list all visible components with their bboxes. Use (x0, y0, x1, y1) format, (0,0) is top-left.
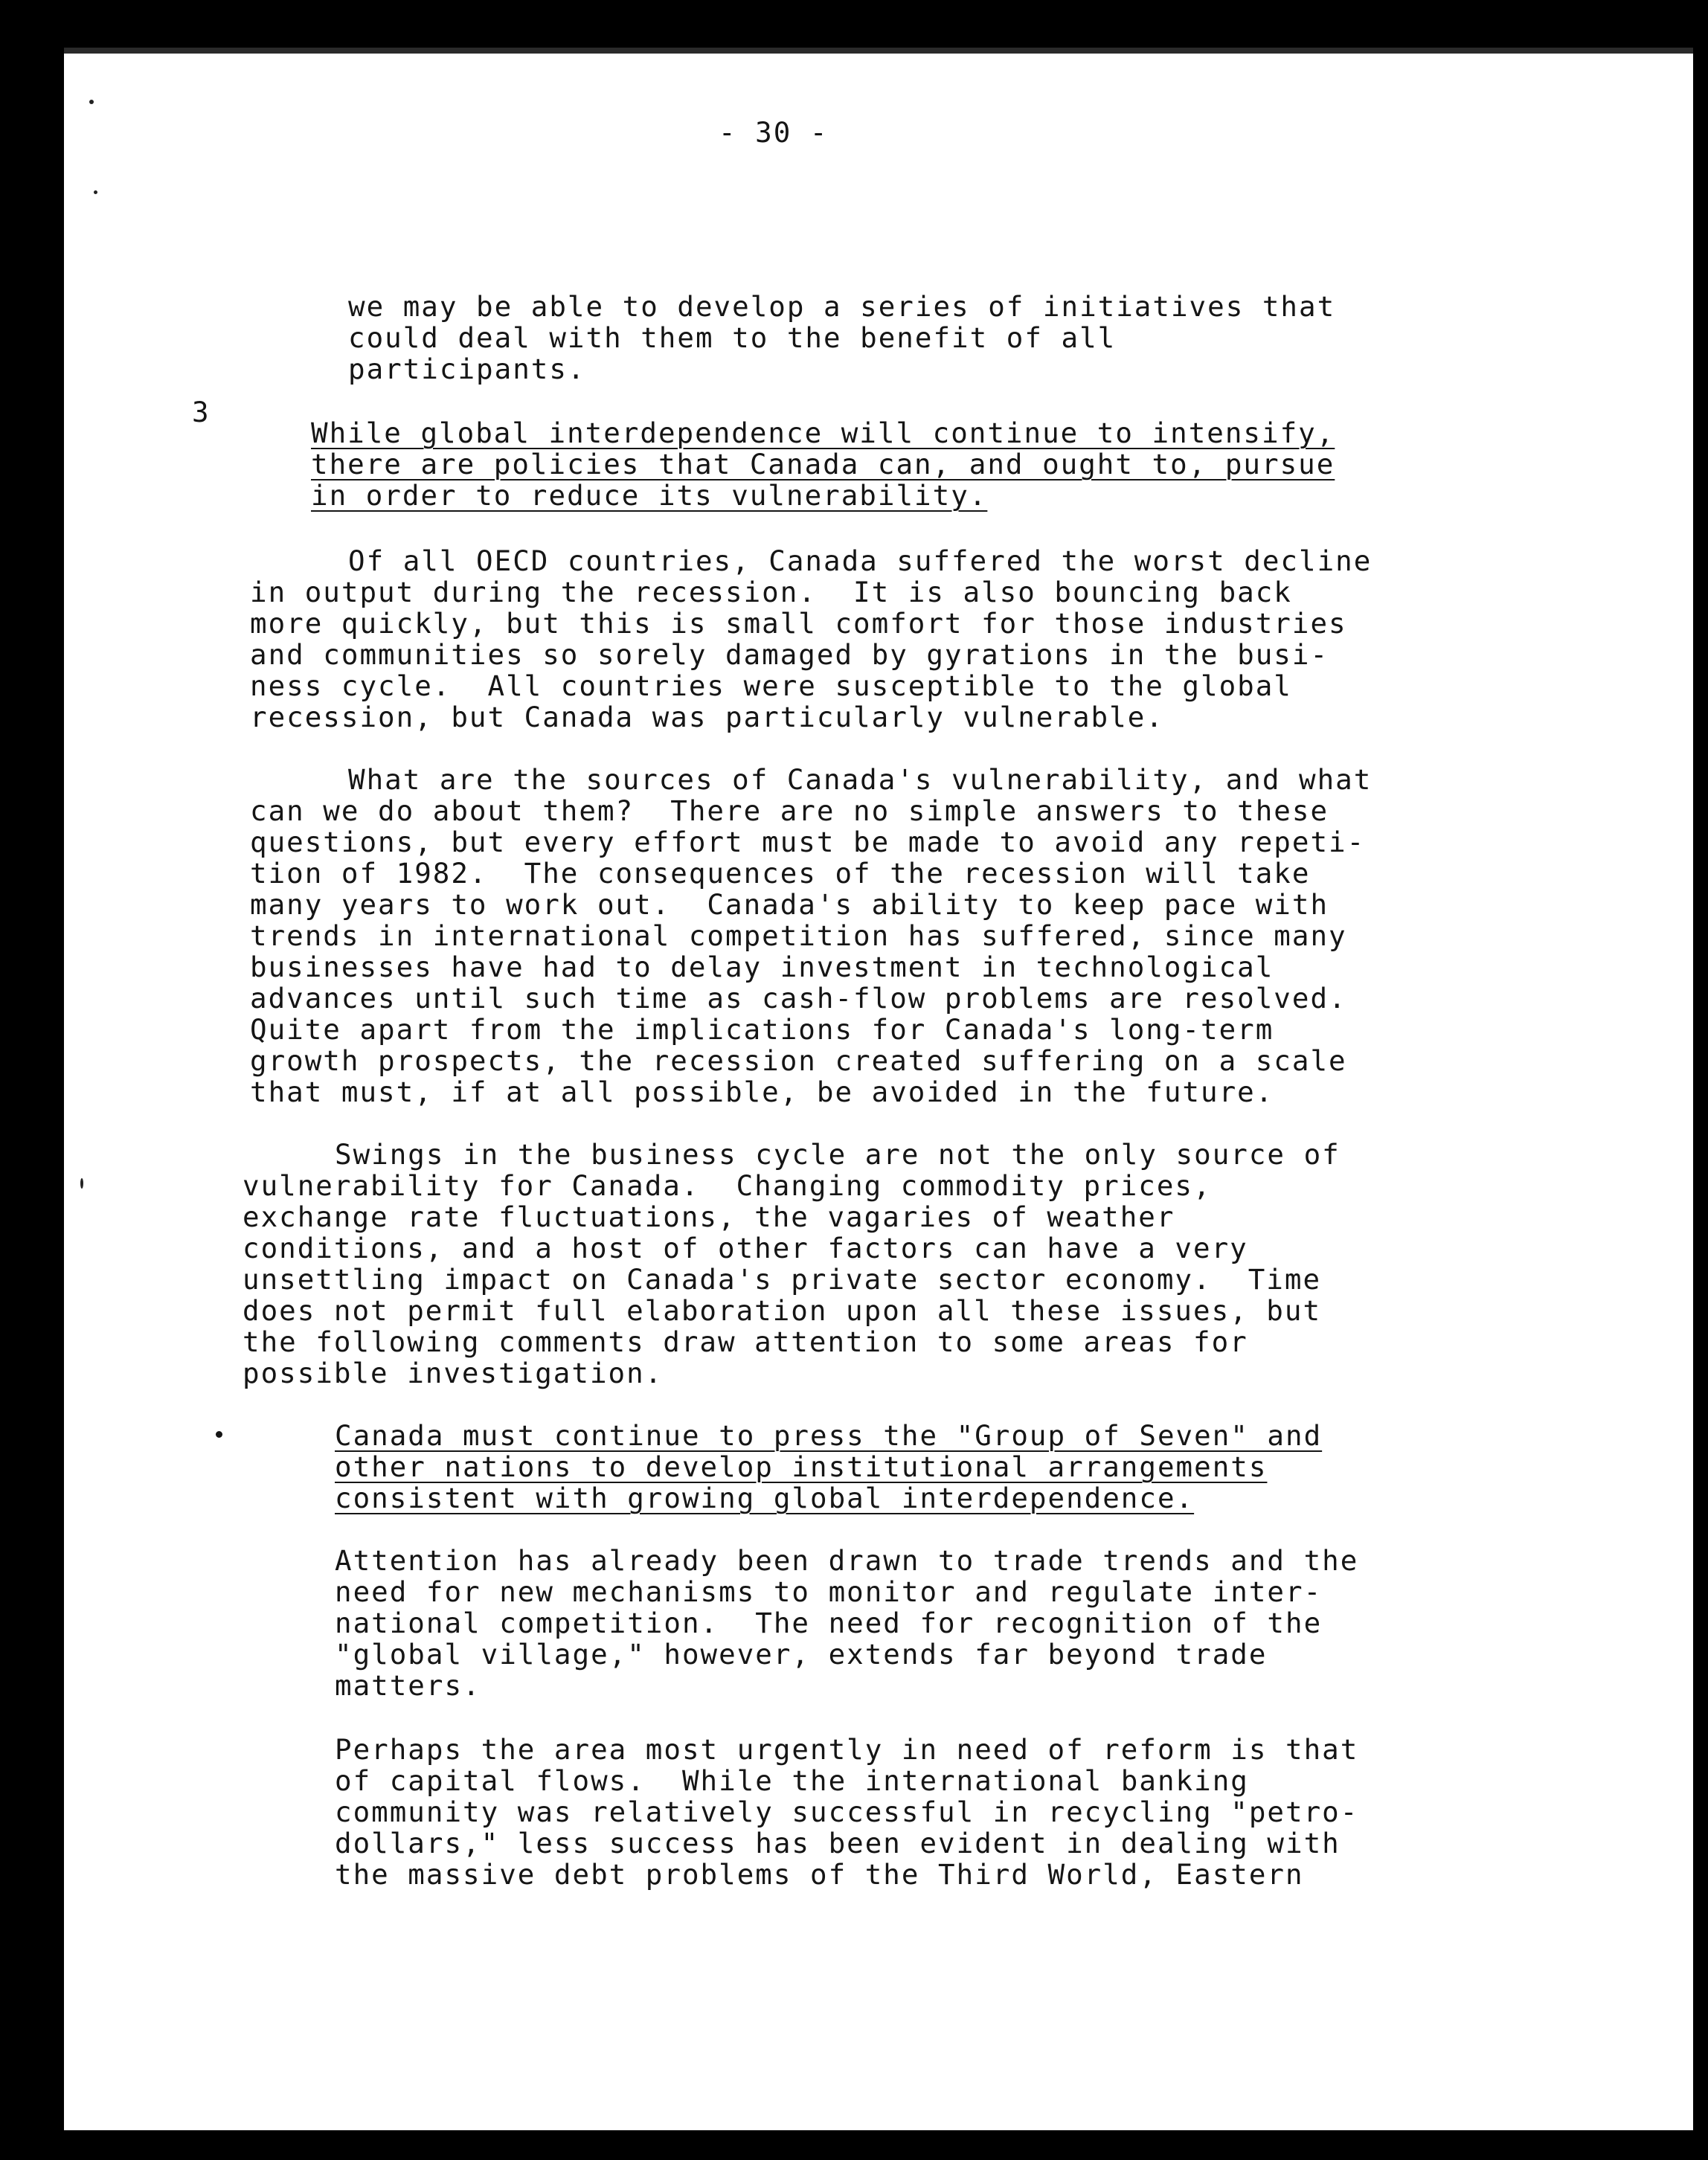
page-number: - 30 - (719, 116, 829, 149)
continuation-line: we may be able to develop a series of initiatives that (348, 290, 1336, 323)
scan-speck (89, 100, 94, 104)
scan-speck (94, 190, 97, 194)
paragraph-5-line: the massive debt problems of the Third World, Eastern (335, 1858, 1304, 1891)
paragraph-2-line: What are the sources of Canada's vulnerability, and what (348, 763, 1372, 796)
scan-speck (80, 1178, 83, 1189)
section-number: 3 (192, 396, 211, 428)
bullet-heading-line: Canada must continue to press the "Group of Seven" and (335, 1419, 1323, 1452)
paragraph-3-line: the following comments draw attention to some areas for (243, 1325, 1248, 1358)
paragraph-3-line: possible investigation. (243, 1357, 664, 1389)
paragraph-4-line: matters. (335, 1669, 481, 1702)
paragraph-3-line: does not permit full elaboration upon all these issues, but (243, 1294, 1322, 1327)
paragraph-1-line: in output during the recession. It is also bouncing back (250, 576, 1292, 608)
paragraph-1-line: ness cycle. All countries were susceptible to the global (250, 669, 1292, 702)
paragraph-4-line: "global village," however, extends far beyond trade (335, 1638, 1268, 1671)
paragraph-5-line: dollars," less success has been evident in dealing with (335, 1827, 1341, 1860)
paragraph-2-line: growth prospects, the recession created suffering on a scale (250, 1044, 1347, 1077)
section-heading-line: in order to reduce its vulnerability. (311, 479, 988, 512)
paragraph-3-line: unsettling impact on Canada's private sector economy. Time (243, 1263, 1322, 1296)
paragraph-4-line: Attention has already been drawn to trade trends and the (335, 1544, 1359, 1577)
bullet-point (216, 1431, 222, 1438)
paragraph-5-line: community was relatively successful in recycling "petro- (335, 1796, 1359, 1828)
paragraph-5-line: of capital flows. While the international banking (335, 1764, 1249, 1797)
page-top-edge (64, 48, 1693, 54)
section-heading-line: While global interdependence will continue to intensify, (311, 417, 1335, 449)
bullet-heading-line: other nations to develop institutional arrangements (335, 1450, 1268, 1483)
paragraph-3-line: Swings in the business cycle are not the only source of (335, 1138, 1341, 1171)
paragraph-2-line: trends in international competition has suffered, since many (250, 919, 1347, 952)
paragraph-1-line: Of all OECD countries, Canada suffered the worst decline (348, 544, 1372, 577)
paragraph-2-line: advances until such time as cash-flow problems are resolved. (250, 982, 1347, 1015)
paragraph-2-line: that must, if at all possible, be avoided in the future. (250, 1076, 1274, 1108)
paragraph-3-line: conditions, and a host of other factors can have a very (243, 1232, 1248, 1264)
continuation-line: participants. (348, 353, 586, 385)
paragraph-4-line: need for new mechanisms to monitor and regulate inter- (335, 1575, 1323, 1608)
paragraph-2-line: can we do about them? There are no simple answers to these (250, 794, 1329, 827)
paragraph-2-line: tion of 1982. The consequences of the recession will take (250, 857, 1311, 890)
paragraph-3-line: exchange rate fluctuations, the vagaries of weather (243, 1200, 1175, 1233)
paragraph-5-line: Perhaps the area most urgently in need of reform is that (335, 1733, 1359, 1766)
paragraph-2-line: businesses have had to delay investment in technological (250, 951, 1274, 983)
paragraph-4-line: national competition. The need for recognition of the (335, 1607, 1323, 1639)
continuation-line: could deal with them to the benefit of all (348, 321, 1117, 354)
paragraph-1-line: more quickly, but this is small comfort for those industries (250, 607, 1347, 640)
bullet-heading-line: consistent with growing global interdependence. (335, 1482, 1195, 1514)
paragraph-3-line: vulnerability for Canada. Changing commodity prices, (243, 1169, 1212, 1202)
paragraph-2-line: questions, but every effort must be made to avoid any repeti- (250, 826, 1366, 858)
paragraph-2-line: many years to work out. Canada's ability to keep pace with (250, 888, 1329, 921)
section-heading-line: there are policies that Canada can, and ought to, pursue (311, 448, 1335, 480)
paragraph-1-line: recession, but Canada was particularly vulnerable. (250, 701, 1164, 733)
paragraph-1-line: and communities so sorely damaged by gyrations in the busi- (250, 638, 1329, 671)
paragraph-2-line: Quite apart from the implications for Canada's long-term (250, 1013, 1274, 1046)
